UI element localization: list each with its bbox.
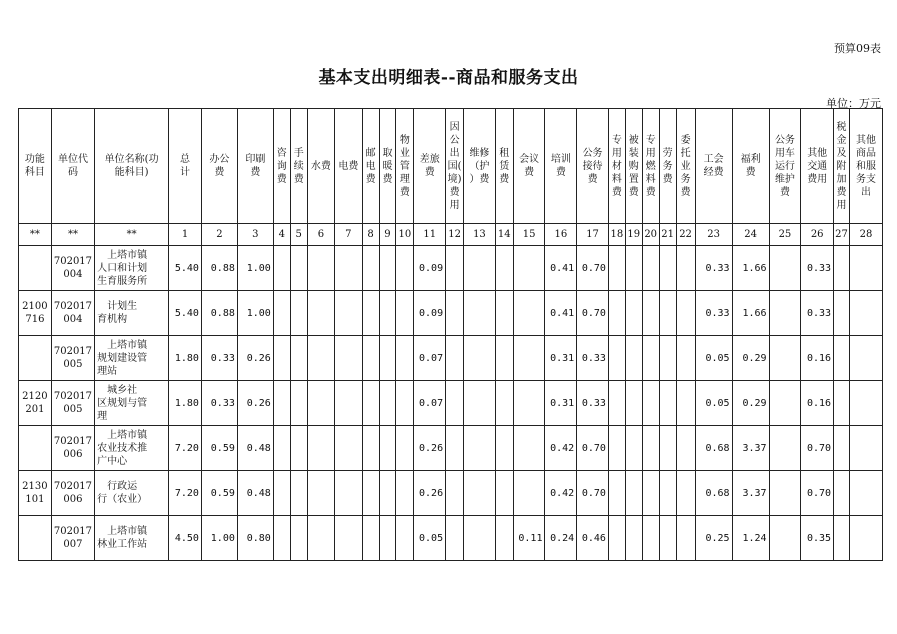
value-cell-col-16: 0.42 bbox=[545, 471, 577, 516]
column-header-8: 水费 bbox=[307, 109, 334, 224]
unit-code-cell: 702017 006 bbox=[51, 471, 94, 516]
value-cell-col-6 bbox=[307, 246, 334, 291]
column-header-5: 印刷 费 bbox=[237, 109, 273, 224]
column-number-9: 7 bbox=[335, 224, 362, 246]
value-cell-col-10 bbox=[396, 516, 414, 561]
value-cell-col-9 bbox=[379, 426, 396, 471]
value-cell-col-7 bbox=[335, 381, 362, 426]
value-cell-col-9 bbox=[379, 246, 396, 291]
value-cell-col-25 bbox=[769, 246, 801, 291]
value-cell-col-25 bbox=[769, 471, 801, 516]
value-cell-col-3: 0.48 bbox=[237, 426, 273, 471]
value-cell-col-27 bbox=[834, 426, 850, 471]
value-cell-col-13 bbox=[464, 426, 496, 471]
table-row bbox=[19, 471, 883, 516]
value-cell-col-4 bbox=[273, 426, 290, 471]
value-cell-col-8 bbox=[362, 516, 379, 561]
column-number-14: 12 bbox=[446, 224, 464, 246]
value-cell-col-2: 0.33 bbox=[201, 381, 237, 426]
value-cell-col-18 bbox=[608, 471, 625, 516]
value-cell-col-18 bbox=[608, 246, 625, 291]
value-cell-col-7 bbox=[335, 426, 362, 471]
value-cell-col-19 bbox=[625, 471, 642, 516]
column-number-5: 3 bbox=[237, 224, 273, 246]
value-cell-col-21 bbox=[659, 471, 676, 516]
table-row bbox=[19, 246, 883, 291]
column-number-26: 24 bbox=[732, 224, 769, 246]
value-cell-col-13 bbox=[464, 381, 496, 426]
value-cell-col-7 bbox=[335, 291, 362, 336]
value-cell-col-11: 0.07 bbox=[414, 381, 446, 426]
column-number-30: 28 bbox=[849, 224, 882, 246]
header-row bbox=[19, 109, 883, 224]
column-number-22: 20 bbox=[642, 224, 659, 246]
function-code-cell: 2100 716 bbox=[19, 291, 52, 336]
value-cell-col-16: 0.41 bbox=[545, 291, 577, 336]
unit-code-cell: 702017 007 bbox=[51, 516, 94, 561]
value-cell-col-22 bbox=[676, 246, 695, 291]
value-cell-col-3: 1.00 bbox=[237, 246, 273, 291]
value-cell-col-2: 0.88 bbox=[201, 246, 237, 291]
value-cell-col-12 bbox=[446, 426, 464, 471]
value-cell-col-13 bbox=[464, 336, 496, 381]
column-header-14: 因 公 出 国( 境) 费 用 bbox=[446, 109, 464, 224]
value-cell-col-7 bbox=[335, 471, 362, 516]
column-number-20: 18 bbox=[608, 224, 625, 246]
value-cell-col-10 bbox=[396, 291, 414, 336]
form-number-label: 预算09表 bbox=[834, 42, 881, 55]
value-cell-col-17: 0.70 bbox=[577, 471, 609, 516]
value-cell-col-3: 0.26 bbox=[237, 381, 273, 426]
value-cell-col-23: 0.25 bbox=[695, 516, 732, 561]
value-cell-col-26: 0.70 bbox=[801, 426, 834, 471]
value-cell-col-26: 0.16 bbox=[801, 336, 834, 381]
value-cell-col-14 bbox=[495, 471, 513, 516]
function-code-cell bbox=[19, 516, 52, 561]
column-number-24: 22 bbox=[676, 224, 695, 246]
value-cell-col-26: 0.70 bbox=[801, 471, 834, 516]
value-cell-col-14 bbox=[495, 381, 513, 426]
column-number-19: 17 bbox=[577, 224, 609, 246]
value-cell-col-2: 0.33 bbox=[201, 336, 237, 381]
column-number-17: 15 bbox=[513, 224, 545, 246]
unit-code-cell: 702017 004 bbox=[51, 246, 94, 291]
value-cell-col-15 bbox=[513, 426, 545, 471]
function-code-cell: 2120 201 bbox=[19, 381, 52, 426]
page-title: 基本支出明细表--商品和服务支出 bbox=[318, 68, 579, 88]
column-number-27: 25 bbox=[769, 224, 801, 246]
value-cell-col-11: 0.26 bbox=[414, 471, 446, 516]
value-cell-col-15 bbox=[513, 291, 545, 336]
value-cell-col-24: 3.37 bbox=[732, 471, 769, 516]
value-cell-col-1: 5.40 bbox=[169, 291, 202, 336]
column-header-27: 公务 用车 运行 维护 费 bbox=[769, 109, 801, 224]
function-code-cell bbox=[19, 336, 52, 381]
column-header-17: 会议 费 bbox=[513, 109, 545, 224]
column-number-23: 21 bbox=[659, 224, 676, 246]
value-cell-col-9 bbox=[379, 516, 396, 561]
value-cell-col-13 bbox=[464, 471, 496, 516]
table-row bbox=[19, 426, 883, 471]
value-cell-col-7 bbox=[335, 246, 362, 291]
value-cell-col-14 bbox=[495, 246, 513, 291]
value-cell-col-14 bbox=[495, 291, 513, 336]
value-cell-col-25 bbox=[769, 426, 801, 471]
value-cell-col-28 bbox=[849, 246, 882, 291]
value-cell-col-8 bbox=[362, 426, 379, 471]
value-cell-col-8 bbox=[362, 246, 379, 291]
column-number-15: 13 bbox=[464, 224, 496, 246]
value-cell-col-24: 1.66 bbox=[732, 291, 769, 336]
value-cell-col-16: 0.42 bbox=[545, 426, 577, 471]
value-cell-col-21 bbox=[659, 291, 676, 336]
unit-code-cell: 702017 006 bbox=[51, 426, 94, 471]
value-cell-col-23: 0.33 bbox=[695, 246, 732, 291]
value-cell-col-20 bbox=[642, 336, 659, 381]
value-cell-col-11: 0.05 bbox=[414, 516, 446, 561]
value-cell-col-4 bbox=[273, 516, 290, 561]
value-cell-col-10 bbox=[396, 336, 414, 381]
value-cell-col-3: 0.48 bbox=[237, 471, 273, 516]
value-cell-col-1: 7.20 bbox=[169, 426, 202, 471]
value-cell-col-8 bbox=[362, 336, 379, 381]
value-cell-col-27 bbox=[834, 381, 850, 426]
value-cell-col-22 bbox=[676, 426, 695, 471]
value-cell-col-28 bbox=[849, 381, 882, 426]
value-cell-col-2: 0.88 bbox=[201, 291, 237, 336]
value-cell-col-24: 0.29 bbox=[732, 381, 769, 426]
column-header-20: 专 用 材 料 费 bbox=[608, 109, 625, 224]
value-cell-col-9 bbox=[379, 291, 396, 336]
value-cell-col-28 bbox=[849, 426, 882, 471]
value-cell-col-6 bbox=[307, 516, 334, 561]
value-cell-col-17: 0.70 bbox=[577, 246, 609, 291]
value-cell-col-3: 0.80 bbox=[237, 516, 273, 561]
value-cell-col-22 bbox=[676, 381, 695, 426]
unit-code-cell: 702017 005 bbox=[51, 381, 94, 426]
value-cell-col-23: 0.05 bbox=[695, 381, 732, 426]
value-cell-col-17: 0.33 bbox=[577, 336, 609, 381]
value-cell-col-11: 0.09 bbox=[414, 291, 446, 336]
value-cell-col-12 bbox=[446, 246, 464, 291]
value-cell-col-13 bbox=[464, 291, 496, 336]
value-cell-col-20 bbox=[642, 516, 659, 561]
value-cell-col-12 bbox=[446, 336, 464, 381]
column-number-1: ** bbox=[51, 224, 94, 246]
column-number-28: 26 bbox=[801, 224, 834, 246]
table-row bbox=[19, 336, 883, 381]
value-cell-col-24: 1.24 bbox=[732, 516, 769, 561]
value-cell-col-12 bbox=[446, 516, 464, 561]
value-cell-col-1: 1.80 bbox=[169, 336, 202, 381]
unit-name-cell: 上塔市镇 农业技术推 广中心 bbox=[95, 426, 169, 471]
value-cell-col-16: 0.31 bbox=[545, 381, 577, 426]
column-number-13: 11 bbox=[414, 224, 446, 246]
value-cell-col-22 bbox=[676, 336, 695, 381]
value-cell-col-12 bbox=[446, 381, 464, 426]
function-code-cell bbox=[19, 426, 52, 471]
value-cell-col-21 bbox=[659, 426, 676, 471]
column-header-22: 专 用 燃 料 费 bbox=[642, 109, 659, 224]
value-cell-col-21 bbox=[659, 246, 676, 291]
value-cell-col-25 bbox=[769, 516, 801, 561]
column-number-0: ** bbox=[19, 224, 52, 246]
value-cell-col-15 bbox=[513, 381, 545, 426]
value-cell-col-25 bbox=[769, 291, 801, 336]
value-cell-col-2: 0.59 bbox=[201, 471, 237, 516]
value-cell-col-19 bbox=[625, 516, 642, 561]
value-cell-col-13 bbox=[464, 246, 496, 291]
unit-name-cell: 上塔市镇 规划建设管 理站 bbox=[95, 336, 169, 381]
column-number-2: ** bbox=[95, 224, 169, 246]
value-cell-col-16: 0.41 bbox=[545, 246, 577, 291]
value-cell-col-9 bbox=[379, 471, 396, 516]
value-cell-col-2: 0.59 bbox=[201, 426, 237, 471]
value-cell-col-4 bbox=[273, 471, 290, 516]
value-cell-col-4 bbox=[273, 291, 290, 336]
value-cell-col-16: 0.24 bbox=[545, 516, 577, 561]
expense-detail-table bbox=[18, 108, 883, 561]
value-cell-col-5 bbox=[290, 291, 307, 336]
value-cell-col-7 bbox=[335, 336, 362, 381]
value-cell-col-27 bbox=[834, 336, 850, 381]
value-cell-col-4 bbox=[273, 336, 290, 381]
column-header-25: 工会 经费 bbox=[695, 109, 732, 224]
value-cell-col-26: 0.33 bbox=[801, 291, 834, 336]
value-cell-col-20 bbox=[642, 291, 659, 336]
value-cell-col-14 bbox=[495, 426, 513, 471]
unit-name-cell: 上塔市镇 林业工作站 bbox=[95, 516, 169, 561]
column-number-18: 16 bbox=[545, 224, 577, 246]
value-cell-col-17: 0.46 bbox=[577, 516, 609, 561]
value-cell-col-20 bbox=[642, 246, 659, 291]
table-row bbox=[19, 381, 883, 426]
value-cell-col-19 bbox=[625, 246, 642, 291]
table-row bbox=[19, 516, 883, 561]
value-cell-col-26: 0.35 bbox=[801, 516, 834, 561]
value-cell-col-21 bbox=[659, 336, 676, 381]
value-cell-col-28 bbox=[849, 336, 882, 381]
column-header-26: 福利 费 bbox=[732, 109, 769, 224]
value-cell-col-19 bbox=[625, 426, 642, 471]
value-cell-col-8 bbox=[362, 471, 379, 516]
column-number-7: 5 bbox=[290, 224, 307, 246]
value-cell-col-8 bbox=[362, 291, 379, 336]
column-header-4: 办公 费 bbox=[201, 109, 237, 224]
value-cell-col-6 bbox=[307, 471, 334, 516]
value-cell-col-22 bbox=[676, 516, 695, 561]
value-cell-col-17: 0.70 bbox=[577, 291, 609, 336]
value-cell-col-4 bbox=[273, 246, 290, 291]
value-cell-col-26: 0.33 bbox=[801, 246, 834, 291]
value-cell-col-24: 1.66 bbox=[732, 246, 769, 291]
value-cell-col-14 bbox=[495, 516, 513, 561]
value-cell-col-23: 0.33 bbox=[695, 291, 732, 336]
value-cell-col-6 bbox=[307, 426, 334, 471]
column-number-6: 4 bbox=[273, 224, 290, 246]
value-cell-col-7 bbox=[335, 516, 362, 561]
value-cell-col-20 bbox=[642, 426, 659, 471]
column-header-2: 单位名称(功 能科目) bbox=[95, 109, 169, 224]
value-cell-col-23: 0.68 bbox=[695, 471, 732, 516]
value-cell-col-10 bbox=[396, 426, 414, 471]
column-header-29: 税 金 及 附 加 费 用 bbox=[834, 109, 850, 224]
value-cell-col-22 bbox=[676, 291, 695, 336]
value-cell-col-20 bbox=[642, 381, 659, 426]
value-cell-col-11: 0.09 bbox=[414, 246, 446, 291]
column-number-10: 8 bbox=[362, 224, 379, 246]
column-header-23: 劳 务 费 bbox=[659, 109, 676, 224]
value-cell-col-1: 7.20 bbox=[169, 471, 202, 516]
value-cell-col-12 bbox=[446, 471, 464, 516]
column-header-0: 功能 科目 bbox=[19, 109, 52, 224]
value-cell-col-9 bbox=[379, 381, 396, 426]
value-cell-col-11: 0.07 bbox=[414, 336, 446, 381]
column-number-21: 19 bbox=[625, 224, 642, 246]
value-cell-col-11: 0.26 bbox=[414, 426, 446, 471]
column-number-row bbox=[19, 224, 883, 246]
value-cell-col-5 bbox=[290, 516, 307, 561]
column-header-7: 手 续 费 bbox=[290, 109, 307, 224]
value-cell-col-22 bbox=[676, 471, 695, 516]
unit-name-cell: 行政运 行（农业） bbox=[95, 471, 169, 516]
column-header-15: 维修 （护 ）费 bbox=[464, 109, 496, 224]
column-header-21: 被 装 购 置 费 bbox=[625, 109, 642, 224]
value-cell-col-6 bbox=[307, 291, 334, 336]
value-cell-col-10 bbox=[396, 246, 414, 291]
value-cell-col-2: 1.00 bbox=[201, 516, 237, 561]
value-cell-col-23: 0.68 bbox=[695, 426, 732, 471]
unit-label: 单位：万元 bbox=[826, 97, 881, 110]
function-code-cell: 2130 101 bbox=[19, 471, 52, 516]
column-number-11: 9 bbox=[379, 224, 396, 246]
value-cell-col-5 bbox=[290, 246, 307, 291]
value-cell-col-4 bbox=[273, 381, 290, 426]
value-cell-col-19 bbox=[625, 291, 642, 336]
value-cell-col-16: 0.31 bbox=[545, 336, 577, 381]
value-cell-col-9 bbox=[379, 336, 396, 381]
value-cell-col-27 bbox=[834, 471, 850, 516]
column-header-18: 培训 费 bbox=[545, 109, 577, 224]
value-cell-col-19 bbox=[625, 336, 642, 381]
value-cell-col-18 bbox=[608, 516, 625, 561]
value-cell-col-5 bbox=[290, 426, 307, 471]
value-cell-col-25 bbox=[769, 336, 801, 381]
value-cell-col-12 bbox=[446, 291, 464, 336]
value-cell-col-28 bbox=[849, 516, 882, 561]
function-code-cell bbox=[19, 246, 52, 291]
column-header-11: 取 暖 费 bbox=[379, 109, 396, 224]
value-cell-col-18 bbox=[608, 291, 625, 336]
value-cell-col-15 bbox=[513, 471, 545, 516]
column-header-24: 委 托 业 务 费 bbox=[676, 109, 695, 224]
value-cell-col-3: 0.26 bbox=[237, 336, 273, 381]
column-number-16: 14 bbox=[495, 224, 513, 246]
value-cell-col-6 bbox=[307, 381, 334, 426]
value-cell-col-17: 0.33 bbox=[577, 381, 609, 426]
value-cell-col-5 bbox=[290, 381, 307, 426]
value-cell-col-13 bbox=[464, 516, 496, 561]
column-number-3: 1 bbox=[169, 224, 202, 246]
column-header-16: 租 赁 费 bbox=[495, 109, 513, 224]
value-cell-col-20 bbox=[642, 471, 659, 516]
value-cell-col-10 bbox=[396, 471, 414, 516]
column-number-25: 23 bbox=[695, 224, 732, 246]
value-cell-col-18 bbox=[608, 426, 625, 471]
value-cell-col-14 bbox=[495, 336, 513, 381]
value-cell-col-25 bbox=[769, 381, 801, 426]
column-header-30: 其他 商品 和服 务支 出 bbox=[849, 109, 882, 224]
column-header-12: 物 业 管 理 费 bbox=[396, 109, 414, 224]
value-cell-col-8 bbox=[362, 381, 379, 426]
unit-name-cell: 计划生 育机构 bbox=[95, 291, 169, 336]
value-cell-col-26: 0.16 bbox=[801, 381, 834, 426]
unit-name-cell: 城乡社 区规划与管 理 bbox=[95, 381, 169, 426]
column-number-8: 6 bbox=[307, 224, 334, 246]
value-cell-col-1: 1.80 bbox=[169, 381, 202, 426]
unit-name-cell: 上塔市镇 人口和计划 生育服务所 bbox=[95, 246, 169, 291]
column-header-3: 总 计 bbox=[169, 109, 202, 224]
value-cell-col-1: 5.40 bbox=[169, 246, 202, 291]
value-cell-col-24: 3.37 bbox=[732, 426, 769, 471]
column-header-19: 公务 接待 费 bbox=[577, 109, 609, 224]
column-header-1: 单位代 码 bbox=[51, 109, 94, 224]
value-cell-col-27 bbox=[834, 246, 850, 291]
value-cell-col-6 bbox=[307, 336, 334, 381]
unit-code-cell: 702017 004 bbox=[51, 291, 94, 336]
column-header-9: 电费 bbox=[335, 109, 362, 224]
value-cell-col-17: 0.70 bbox=[577, 426, 609, 471]
value-cell-col-21 bbox=[659, 516, 676, 561]
value-cell-col-28 bbox=[849, 291, 882, 336]
column-number-4: 2 bbox=[201, 224, 237, 246]
column-header-6: 咨 询 费 bbox=[273, 109, 290, 224]
value-cell-col-23: 0.05 bbox=[695, 336, 732, 381]
value-cell-col-28 bbox=[849, 471, 882, 516]
value-cell-col-15: 0.11 bbox=[513, 516, 545, 561]
value-cell-col-5 bbox=[290, 336, 307, 381]
table-row bbox=[19, 291, 883, 336]
column-header-10: 邮 电 费 bbox=[362, 109, 379, 224]
value-cell-col-21 bbox=[659, 381, 676, 426]
value-cell-col-15 bbox=[513, 246, 545, 291]
value-cell-col-27 bbox=[834, 516, 850, 561]
value-cell-col-24: 0.29 bbox=[732, 336, 769, 381]
value-cell-col-18 bbox=[608, 336, 625, 381]
value-cell-col-15 bbox=[513, 336, 545, 381]
value-cell-col-27 bbox=[834, 291, 850, 336]
value-cell-col-10 bbox=[396, 381, 414, 426]
column-header-13: 差旅 费 bbox=[414, 109, 446, 224]
column-header-28: 其他 交通 费用 bbox=[801, 109, 834, 224]
value-cell-col-5 bbox=[290, 471, 307, 516]
value-cell-col-18 bbox=[608, 381, 625, 426]
value-cell-col-1: 4.50 bbox=[169, 516, 202, 561]
column-number-29: 27 bbox=[834, 224, 850, 246]
unit-code-cell: 702017 005 bbox=[51, 336, 94, 381]
column-number-12: 10 bbox=[396, 224, 414, 246]
value-cell-col-19 bbox=[625, 381, 642, 426]
value-cell-col-3: 1.00 bbox=[237, 291, 273, 336]
